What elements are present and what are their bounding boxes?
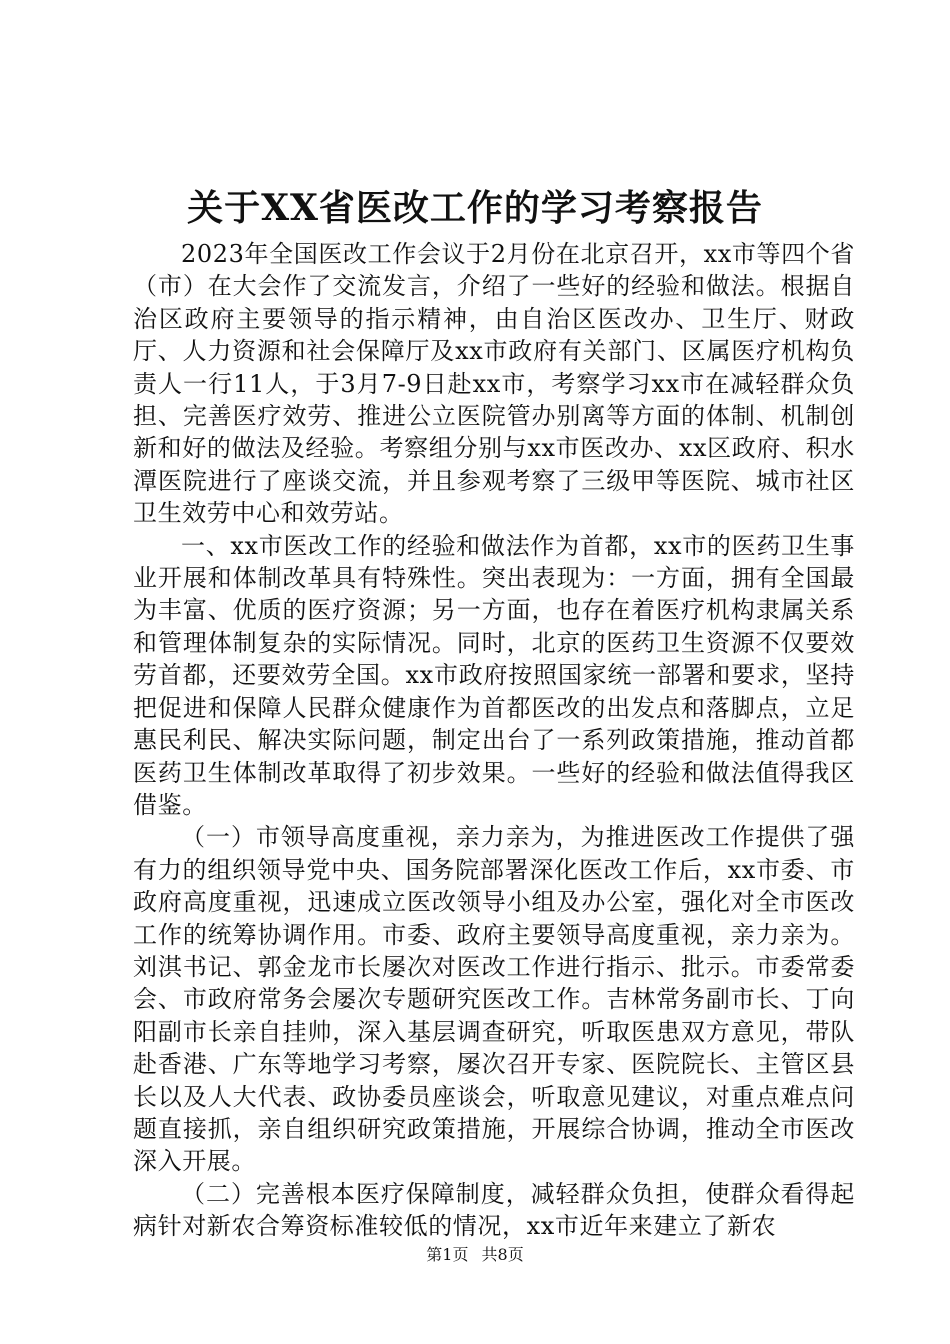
document-title: 关于XX省医改工作的学习考察报告 bbox=[187, 187, 763, 229]
page-number: 第1页 bbox=[426, 1245, 469, 1264]
paragraph-subsection-1: （一）市领导高度重视，亲力亲为，为推进医改工作提供了强有力的组织领导党中央、国务院部署深化医改工作后，xx市委、市政府高度重视，迅速成立医改领导小组及办公室，强化对全市医改工作的统筹协调作用。市委、政府主要领导高度重视，亲力亲为。刘淇书记、郭金龙市长屡次对医改工作进行指示、批示。市委常委会、市政府常务会屡次专题研究医改工作。吉林常务副市长、丁向阳副市长亲自挂帅，深入基层调查研究，听取医患双方意见，带队赴香港、广东等地学习考察，屡次召开专家、医院院长、主管区县长以及人大代表、政协委员座谈会，听取意见建议，对重点难点问题直接抓，亲自组织研究政策措施，开展综合协调，推动全市医改深入开展。 bbox=[133, 823, 855, 1176]
paragraph-intro: 2023年全国医改工作会议于2月份在北京召开，xx市等四个省（市）在大会作了交流发言，介绍了一些好的经验和做法。根据自治区政府主要领导的指示精神，由自治区医改办、卫生厅、财政厅、人力资源和社会保障厅及xx市政府有关部门、区属医疗机构负责人一行11人，于3月7-9日赴xx市，考察学习xx市在减轻群众负担、完善医疗效劳、推进公立医院管办别离等方面的体制、机制创新和好的做法及经验。考察组分别与xx市医改办、xx区政府、积水潭医院进行了座谈交流，并且参观考察了三级甲等医院、城市社区卫生效劳中心和效劳站。 bbox=[133, 240, 855, 528]
paragraph-subsection-2: （二）完善根本医疗保障制度，减轻群众负担，使群众看得起病针对新农合筹资标准较低的情况，xx市近年来建立了新农 bbox=[133, 1179, 855, 1241]
paragraph-section-1: 一、xx市医改工作的经验和做法作为首都，xx市的医药卫生事业开展和体制改革具有特殊性。突出表现为：一方面，拥有全国最为丰富、优质的医疗资源；另一方面，也存在着医疗机构隶属关系和管理体制复杂的实际情况。同时，北京的医药卫生资源不仅要效劳首都，还要效劳全国。xx市政府按照国家统一部署和要求，坚持把促进和保障人民群众健康作为首都医改的出发点和落脚点，立足惠民利民、解决实际问题，制定出台了一系列政策措施，推动首都医药卫生体制改革取得了初步效果。一些好的经验和做法值得我区借鉴。 bbox=[133, 531, 855, 819]
document-body bbox=[133, 238, 855, 1243]
page-footer bbox=[0, 1244, 950, 1266]
page-total: 共8页 bbox=[481, 1245, 524, 1264]
